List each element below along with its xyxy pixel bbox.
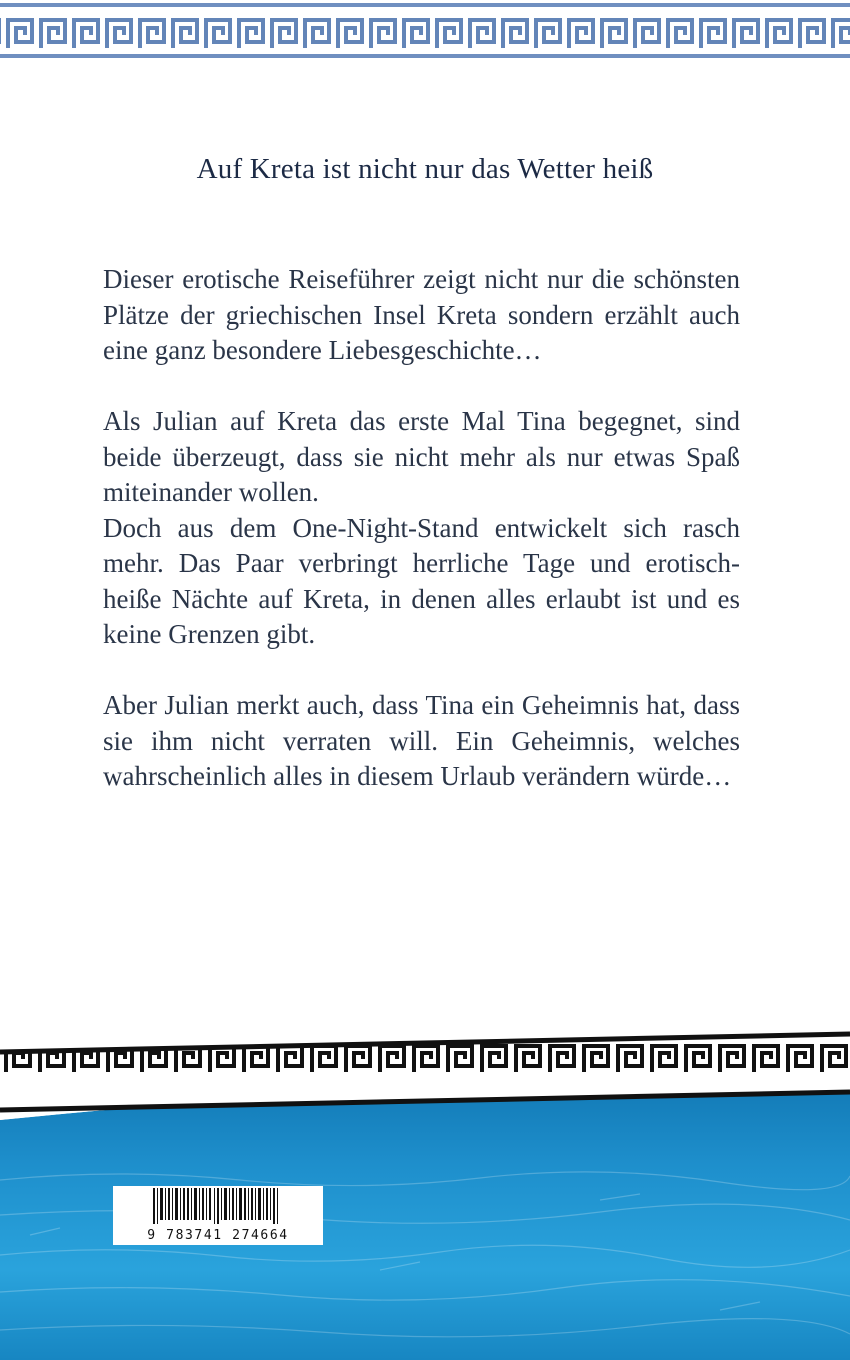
headline: Auf Kreta ist nicht nur das Wetter heiß (196, 153, 654, 185)
isbn-digits: 9 783741 274664 (147, 1228, 289, 1243)
blurb-paragraph: Als Julian auf Kreta das erste Mal Tina begegnet, sind beide überzeugt, dass sie nicht mehr als nur etwas Spaß miteinander wollen. (103, 406, 740, 507)
greek-key-top-border (0, 0, 850, 62)
blurb-paragraph: Aber Julian merkt auch, dass Tina ein Geheimnis hat, dass sie ihm nicht verraten will. Ein Geheimnis, welches wahrscheinlich alles in diesem Urlaub verändern würde… (103, 690, 740, 791)
blurb-paragraph: Doch aus dem One-Night-Stand entwickelt sich rasch mehr. Das Paar verbringt herrliche Tage und erotisch-heiße Nächte auf Kreta, in denen alles erlaubt ist und es keine Grenzen gibt. (103, 512, 740, 649)
isbn-barcode (113, 1186, 323, 1245)
blurb-paragraph: Dieser erotische Reiseführer zeigt nicht nur die schönsten Plätze der griechischen Insel Kreta sondern erzählt auch eine ganz besondere Liebesgeschichte… (103, 264, 740, 365)
blurb-text (103, 262, 740, 795)
barcode-bars (113, 1186, 323, 1226)
